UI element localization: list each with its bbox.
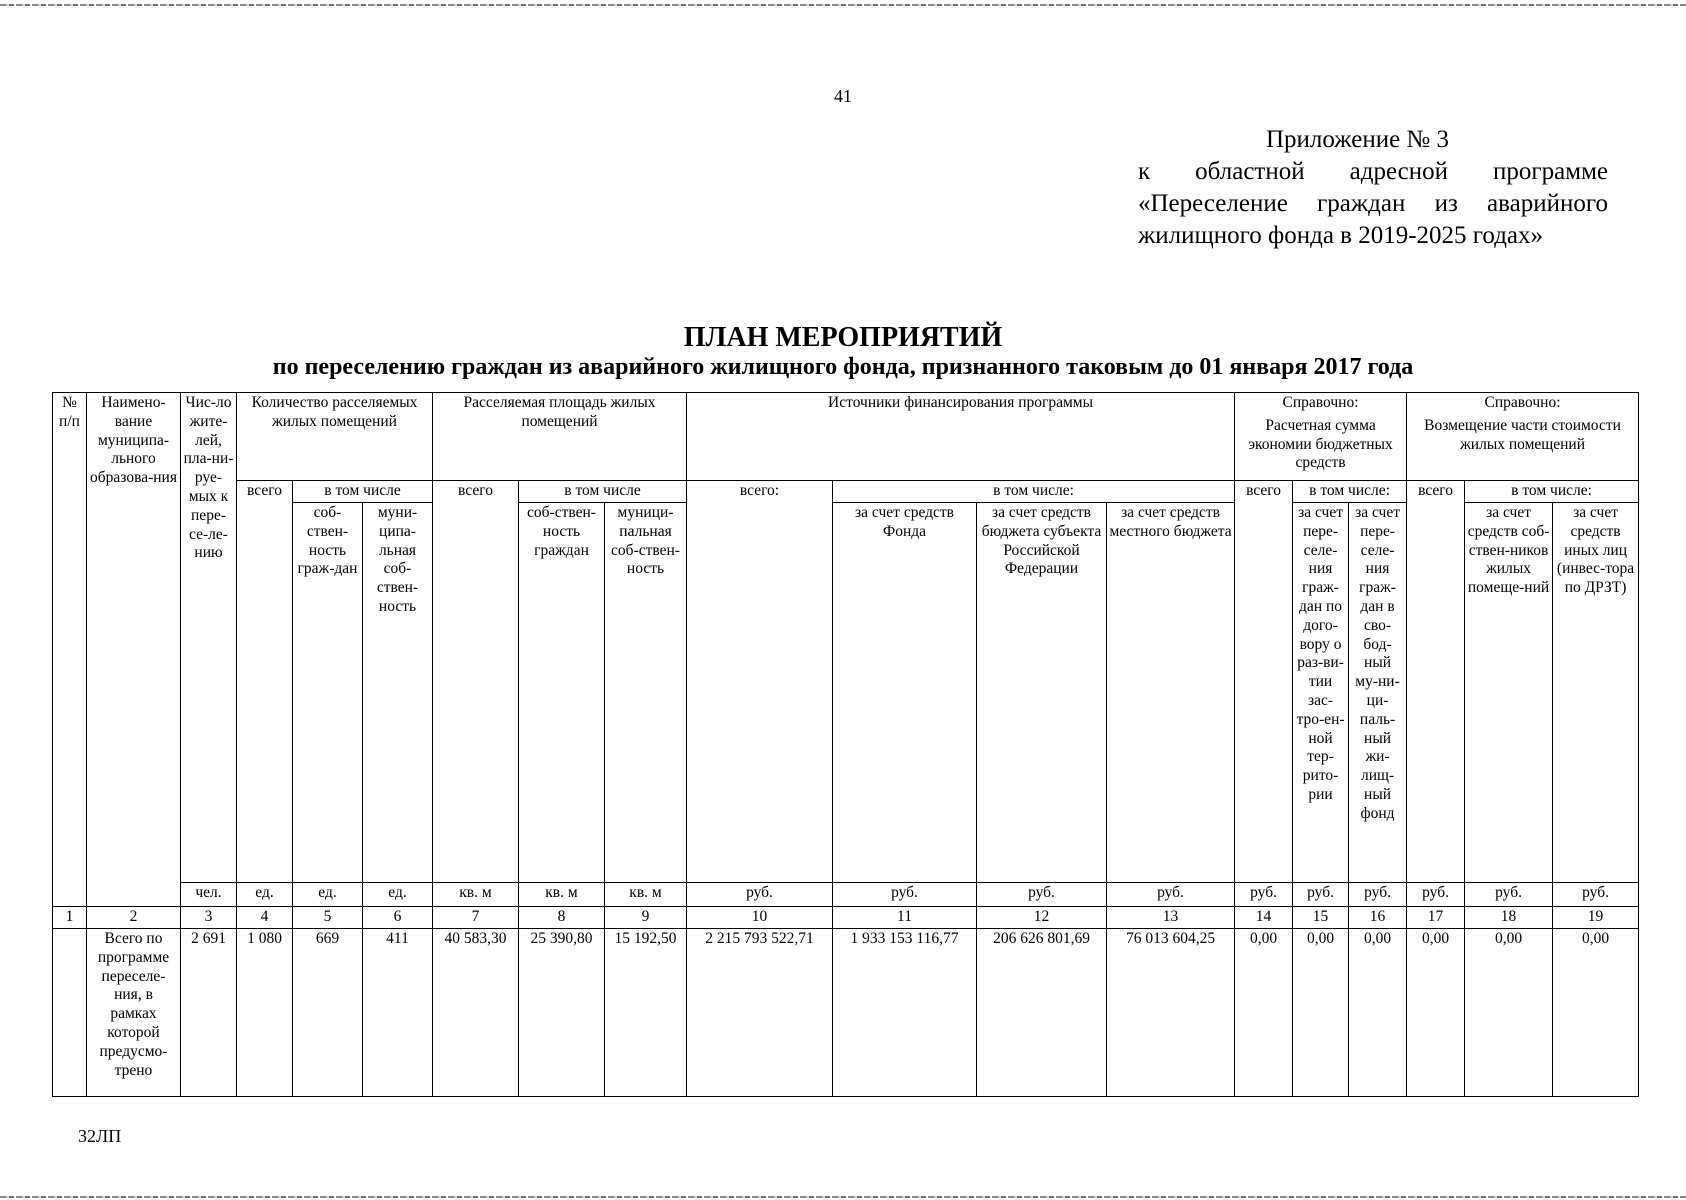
row-value: 0,00 [1407,929,1465,1097]
unit-cell: руб. [1349,883,1407,907]
row-value: 15 192,50 [605,929,687,1097]
unit-cell: ед. [237,883,293,907]
appendix-number: Приложение № 3 [1266,126,1450,153]
row-value: 1 933 153 116,77 [833,929,977,1097]
column-number: 3 [181,907,237,929]
header-local-budget: за счет средств местного бюджета [1107,503,1235,883]
row-value: 206 626 801,69 [977,929,1107,1097]
document-title: ПЛАН МЕРОПРИЯТИЙ [683,322,1003,353]
unit-cell: руб. [1553,883,1639,907]
column-number: 9 [605,907,687,929]
scan-edge-top [0,4,1686,6]
appendix-block [1138,124,1608,252]
header-savings-group [1235,393,1407,481]
unit-cell: руб. [1235,883,1293,907]
unit-cell: руб. [687,883,833,907]
column-number: 10 [687,907,833,929]
unit-cell: кв. м [519,883,605,907]
row-value: 25 390,80 [519,929,605,1097]
header-row-subgroups [53,481,1639,503]
row-value: 2 215 793 522,71 [687,929,833,1097]
unit-cell: кв. м [605,883,687,907]
header-rooms-own: соб-ствен-ность граж-дан [293,503,363,883]
header-area-municipal: муници-пальная соб-ствен-ность [605,503,687,883]
header-compensation-incl: в том числе: [1465,481,1639,503]
column-number: 4 [237,907,293,929]
row-value: 0,00 [1553,929,1639,1097]
header-num: № п/п [53,393,87,907]
appendix-line: к областной адресной программе [1138,158,1608,185]
column-number: 19 [1553,907,1639,929]
header-compensation-others: за счет средств иных лиц (инвес-тора по ДРЗТ) [1553,503,1639,883]
units-row [53,883,1639,907]
column-number: 12 [977,907,1107,929]
header-savings-label: Справочно: [1282,394,1359,411]
plan-table [52,392,1639,1097]
header-compensation-group [1407,393,1639,481]
row-value: 411 [363,929,433,1097]
header-compensation-owners: за счет средств соб-ствен-ников жилых помеще-ний [1465,503,1553,883]
header-subject-budget: за счет средств бюджета субъекта Российской Федерации [977,503,1107,883]
header-rooms-total: всего [237,481,293,883]
column-number: 2 [87,907,181,929]
header-rooms-incl: в том числе [293,481,433,503]
column-number: 16 [1349,907,1407,929]
unit-cell: руб. [1107,883,1235,907]
unit-cell: ед. [293,883,363,907]
header-funding-incl: в том числе: [833,481,1235,503]
column-number: 15 [1293,907,1349,929]
column-number: 1 [53,907,87,929]
row-value: 0,00 [1235,929,1293,1097]
header-savings-free-fund: за счет пере-селе-ния граж-дан в сво-бод-ный му-ни-ци-паль-ный жи-лищ-ный фонд [1349,503,1407,883]
column-number: 17 [1407,907,1465,929]
header-rooms-group: Количество расселяемых жилых помещений [237,393,433,481]
header-funding-total: всего: [687,481,833,883]
header-savings-title: Расчетная сумма экономии бюджетных средств [1248,416,1393,472]
column-numbers-row [53,907,1639,929]
row-value: 669 [293,929,363,1097]
unit-cell: чел. [181,883,237,907]
header-compensation-label: Справочно: [1484,394,1561,411]
unit-cell: руб. [1293,883,1349,907]
header-fund: за счет средств Фонда [833,503,977,883]
header-savings-total: всего [1235,481,1293,883]
column-number: 11 [833,907,977,929]
header-area-group: Расселяемая площадь жилых помещений [433,393,687,481]
table-row [53,929,1639,1097]
column-number: 6 [363,907,433,929]
unit-cell: руб. [1465,883,1553,907]
row-value: 0,00 [1349,929,1407,1097]
unit-cell: руб. [1407,883,1465,907]
footer-code: 32ЛП [78,1126,122,1146]
header-compensation-total: всего [1407,481,1465,883]
header-municipality: Наимено-вание муниципа-льного образова-ния [87,393,181,907]
row-value: 40 583,30 [433,929,519,1097]
unit-cell: ед. [363,883,433,907]
row-value: 1 080 [237,929,293,1097]
header-row-groups [53,393,1639,481]
column-number: 7 [433,907,519,929]
row-value: 76 013 604,25 [1107,929,1235,1097]
column-number: 18 [1465,907,1553,929]
header-rooms-municipal: муни-ципа-льная соб-ствен-ность [363,503,433,883]
page-number: 41 [834,86,852,106]
header-area-own: соб-ствен-ность граждан [519,503,605,883]
appendix-line: жилищного фонда в 2019-2025 годах» [1138,222,1544,249]
column-number: 8 [519,907,605,929]
row-value: 0,00 [1465,929,1553,1097]
header-area-incl: в том числе [519,481,687,503]
row-num [53,929,87,1097]
header-area-total: всего [433,481,519,883]
column-number: 14 [1235,907,1293,929]
header-savings-incl: в том числе: [1293,481,1407,503]
header-savings-development: за счет пере-селе-ния граж-дан по дого-вору о раз-ви-тии зас-тро-ен-ной тер-рито-рии [1293,503,1349,883]
scan-edge-bottom [0,1196,1686,1198]
document-subtitle: по переселению граждан из аварийного жилищного фонда, признанного таковым до 01 января 2017 года [272,354,1414,380]
row-name: Всего по программе переселе-ния, в рамках которой предусмо-трено [87,929,181,1097]
unit-cell: руб. [977,883,1107,907]
row-value: 2 691 [181,929,237,1097]
header-funding-group: Источники финансирования программы [687,393,1235,481]
appendix-line: «Переселение граждан из аварийного [1138,190,1608,217]
header-residents: Чис-ло жите-лей, пла-ни-руе-мых к пере-се-ле-нию [181,393,237,883]
column-number: 5 [293,907,363,929]
row-value: 0,00 [1293,929,1349,1097]
unit-cell: руб. [833,883,977,907]
header-compensation-title: Возмещение части стоимости жилых помещений [1424,416,1621,453]
column-number: 13 [1107,907,1235,929]
unit-cell: кв. м [433,883,519,907]
